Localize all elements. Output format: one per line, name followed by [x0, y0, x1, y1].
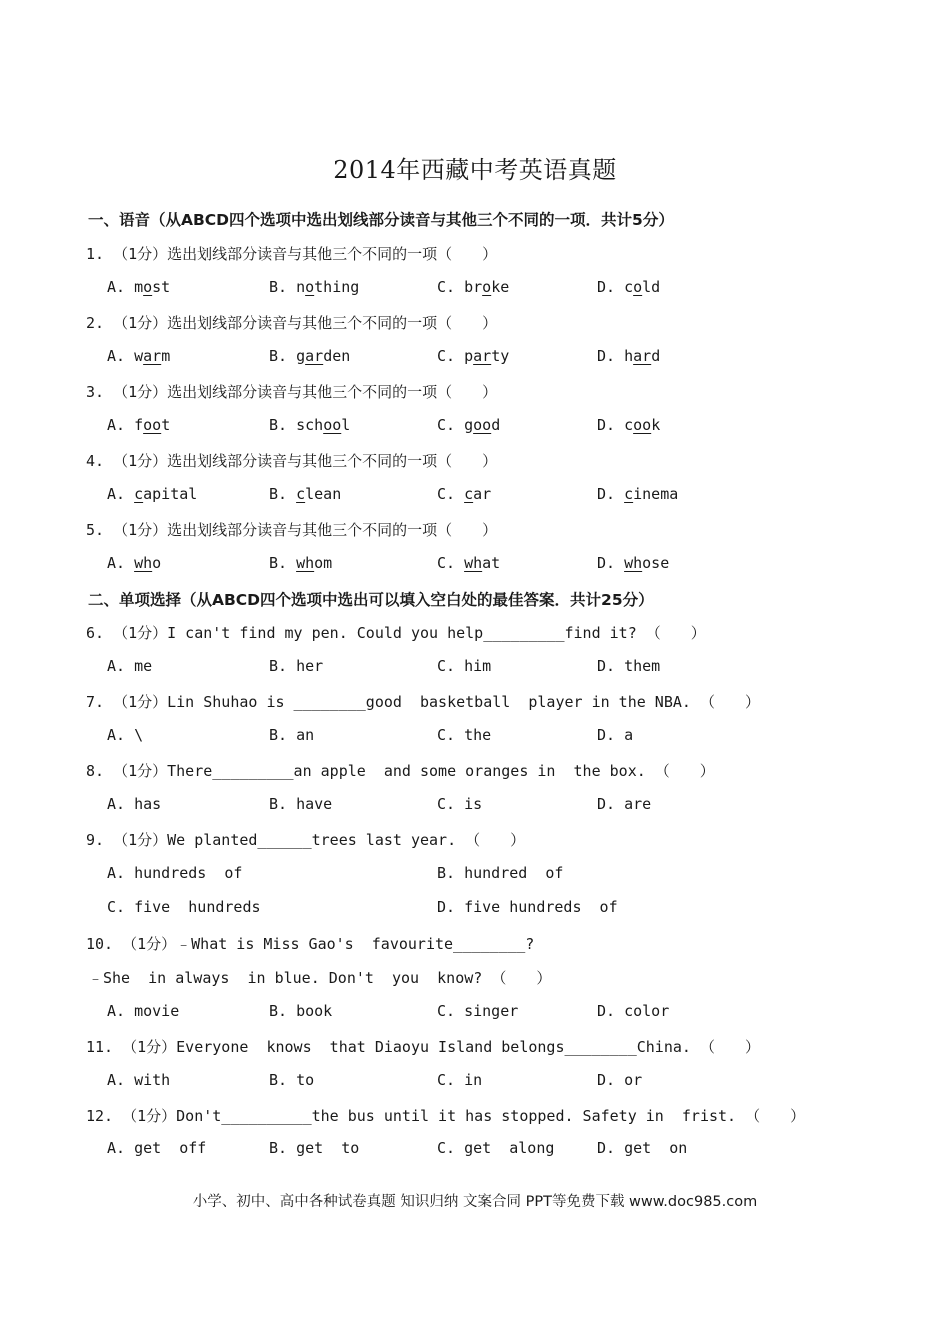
option-6c: C. him — [437, 657, 492, 675]
question-8: 8. （1分）There_________an apple and some oranges in the box. （ ） — [86, 762, 715, 780]
question-12: 12. （1分）Don't__________the bus until it has stopped. Safety in frist. （ ） — [86, 1107, 806, 1125]
option-5b: B. whom — [269, 554, 333, 572]
option-7b: B. an — [269, 726, 315, 744]
option-4a: A. capital — [107, 485, 198, 503]
option-7a: A. \ — [107, 726, 144, 744]
option-3b: B. school — [269, 416, 351, 434]
question-9: 9. （1分）We planted______trees last year. （ ） — [86, 831, 526, 849]
question-2: 2. （1分）选出划线部分读音与其他三个不同的一项（ ） — [86, 314, 498, 332]
option-1a: A. most — [107, 278, 171, 296]
option-8c: C. is — [437, 795, 483, 813]
option-12d: D. get on — [597, 1139, 688, 1157]
option-9a: A. hundreds of — [107, 864, 243, 882]
option-7d: D. a — [597, 726, 634, 744]
question-6: 6. （1分）I can't find my pen. Could you help_________find it? （ ） — [86, 624, 706, 642]
option-6a: A. me — [107, 657, 153, 675]
option-5d: D. whose — [597, 554, 670, 572]
option-10d: D. color — [597, 1002, 670, 1020]
option-3a: A. foot — [107, 416, 171, 434]
question-10: 10. （1分）﹣What is Miss Gao's favourite________? — [86, 935, 535, 953]
option-5c: C. what — [437, 554, 501, 572]
question-11: 11. （1分）Everyone knows that Diaoyu Island belongs________China. （ ） — [86, 1038, 760, 1056]
option-6d: D. them — [597, 657, 661, 675]
option-11d: D. or — [597, 1071, 643, 1089]
option-12b: B. get to — [269, 1139, 360, 1157]
option-11b: B. to — [269, 1071, 315, 1089]
question-1: 1. （1分）选出划线部分读音与其他三个不同的一项（ ） — [86, 245, 498, 263]
question-4: 4. （1分）选出划线部分读音与其他三个不同的一项（ ） — [86, 452, 498, 470]
question-3: 3. （1分）选出划线部分读音与其他三个不同的一项（ ） — [86, 383, 498, 401]
option-7c: C. the — [437, 726, 492, 744]
option-6b: B. her — [269, 657, 324, 675]
option-9b: B. hundred of — [437, 864, 564, 882]
option-1b: B. nothing — [269, 278, 360, 296]
option-2d: D. hard — [597, 347, 661, 365]
option-9c: C. five hundreds — [107, 898, 261, 916]
option-12a: A. get off — [107, 1139, 207, 1157]
section-heading-phonetics: 一、语音（从ABCD四个选项中选出划线部分读音与其他三个不同的一项．共计5分） — [88, 211, 674, 229]
option-2b: B. garden — [269, 347, 351, 365]
option-12c: C. get along — [437, 1139, 555, 1157]
option-10b: B. book — [269, 1002, 333, 1020]
option-4c: C. car — [437, 485, 492, 503]
option-4d: D. cinema — [597, 485, 679, 503]
option-8a: A. has — [107, 795, 162, 813]
option-1c: C. broke — [437, 278, 510, 296]
option-1d: D. cold — [597, 278, 661, 296]
option-2a: A. warm — [107, 347, 171, 365]
option-2c: C. party — [437, 347, 510, 365]
option-5a: A. who — [107, 554, 162, 572]
option-10c: C. singer — [437, 1002, 519, 1020]
page-title: 2014年西藏中考英语真题 — [333, 156, 617, 184]
page-footer: 小学、初中、高中各种试卷真题 知识归纳 文案合同 PPT等免费下载 www.doc985.com — [192, 1194, 758, 1210]
option-10a: A. movie — [107, 1002, 180, 1020]
question-5: 5. （1分）选出划线部分读音与其他三个不同的一项（ ） — [86, 521, 498, 539]
section-heading-single-choice: 二、单项选择（从ABCD四个选项中选出可以填入空白处的最佳答案．共计25分） — [88, 591, 654, 609]
question-7: 7. （1分）Lin Shuhao is ________good basketball player in the NBA. （ ） — [86, 693, 760, 711]
option-11a: A. with — [107, 1071, 171, 1089]
option-8d: D. are — [597, 795, 652, 813]
option-3c: C. good — [437, 416, 501, 434]
option-4b: B. clean — [269, 485, 342, 503]
option-8b: B. have — [269, 795, 333, 813]
option-11c: C. in — [437, 1071, 483, 1089]
question-10-reply: ﹣She in always in blue. Don't you know? （ ） — [88, 969, 552, 987]
option-9d: D. five hundreds of — [437, 898, 618, 916]
option-3d: D. cook — [597, 416, 661, 434]
